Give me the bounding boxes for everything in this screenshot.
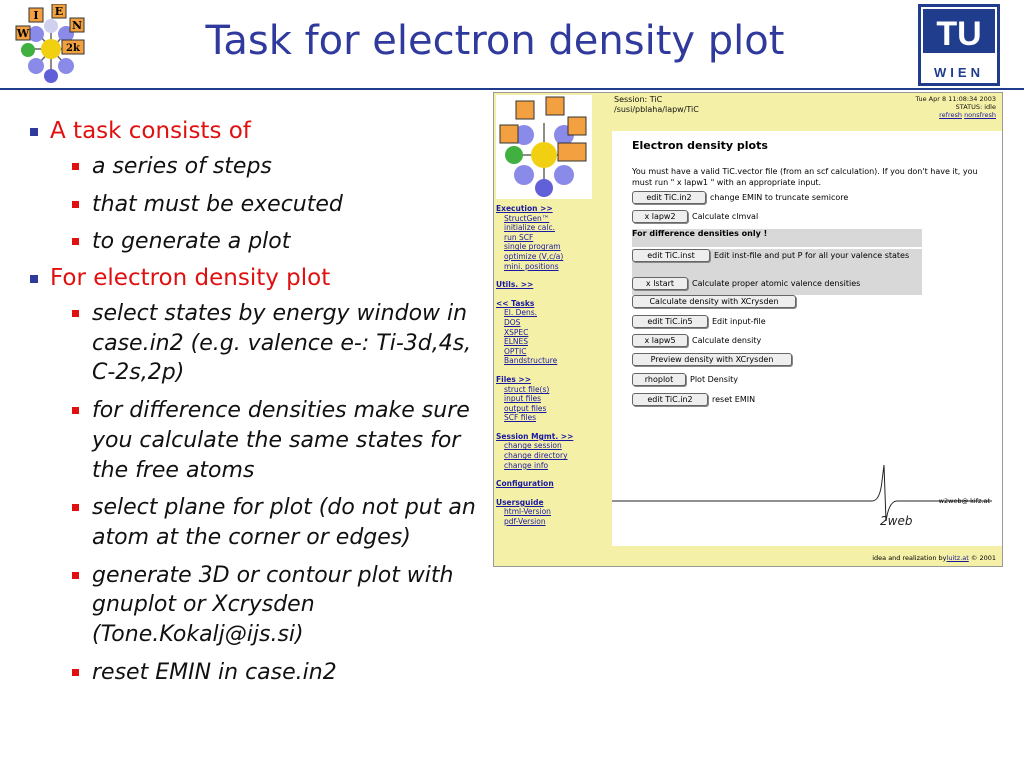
task-step-button[interactable]: Preview density with XCrysden — [632, 353, 792, 366]
sidebar-header[interactable]: Configuration — [496, 479, 554, 489]
task-step-label: Edit input-file — [712, 317, 766, 326]
task-step-row — [632, 315, 922, 333]
sidebar-link[interactable]: input files — [504, 394, 542, 404]
logo-letter-i: I — [33, 9, 39, 22]
sidebar-header[interactable]: Usersguide — [496, 497, 544, 507]
bullet-list — [30, 118, 490, 695]
session-path: /susi/pblaha/lapw/TiC — [614, 105, 699, 114]
status-box — [916, 95, 996, 119]
task-step-label: Calculate density — [692, 336, 762, 345]
w2web-logo — [496, 95, 592, 199]
sub-bullet-item: select states by energy window in case.in2 (e.g. valence e-: Ti-3d,4s, C-2s,2p) — [92, 299, 490, 388]
sidebar-link[interactable]: mini. positions — [504, 261, 559, 271]
nonsfresh-link[interactable]: nonsfresh — [964, 111, 996, 119]
sidebar-link[interactable]: single program — [504, 242, 561, 252]
w2web-sidebar — [496, 201, 592, 527]
sidebar-header[interactable]: << Tasks — [496, 298, 535, 308]
sub-bullet-item: generate 3D or contour plot with gnuplot or Xcrysden (Tone.Kokalj@ijs.si) — [92, 561, 490, 650]
task-step-button[interactable]: x lapw5 — [632, 334, 688, 347]
sub-bullet-item: for difference densities make sure you calculate the same states for the free atoms — [92, 396, 490, 485]
task-step-row — [632, 295, 922, 313]
session-info — [614, 95, 699, 115]
sidebar-link[interactable]: OPTIC — [504, 346, 527, 356]
intro-text: You must have a valid TiC.vector file (from an scf calculation). If you don't have it, you must run " x lapw1 " with an appropriate input. — [632, 167, 978, 187]
sidebar-header[interactable]: Utils. >> — [496, 280, 534, 290]
wien2k-logo — [14, 4, 88, 84]
task-step-button[interactable]: edit TiC.in5 — [632, 315, 708, 328]
sidebar-link[interactable]: initialize calc. — [504, 223, 555, 233]
bullet-item: For electron density plot — [30, 265, 490, 291]
task-step-label: Calculate clmval — [692, 212, 759, 221]
sidebar-link[interactable]: El. Dens. — [504, 308, 538, 318]
sidebar-link[interactable]: output files — [504, 403, 547, 413]
task-step-button[interactable]: edit TiC.inst — [632, 249, 710, 262]
task-step-label: Calculate proper atomic valence densities — [692, 279, 861, 288]
sub-bullet-item: to generate a plot — [92, 227, 490, 257]
sidebar-link[interactable]: html-Version — [504, 507, 551, 517]
sidebar-link[interactable]: struct file(s) — [504, 384, 550, 394]
sidebar-link[interactable]: Bandstructure — [504, 356, 558, 366]
slide-title: Task for electron density plot — [205, 18, 785, 64]
task-step-button[interactable]: x lstart — [632, 277, 688, 290]
tu-letters: TU — [936, 15, 982, 53]
status-state: STATUS: idle — [955, 103, 996, 111]
sidebar-link[interactable]: XSPEC — [504, 327, 529, 337]
task-step-label: Plot Density — [690, 375, 739, 384]
w2web-screenshot — [493, 92, 1003, 567]
logo-label-2k: 2k — [66, 43, 80, 54]
sidebar-link[interactable]: run SCF — [504, 232, 534, 242]
sub-bullet-item: reset EMIN in case.in2 — [92, 658, 490, 688]
w2web-brand: 2web — [880, 514, 913, 528]
sidebar-header[interactable]: Session Mgmt. >> — [496, 431, 574, 441]
sidebar-link[interactable]: ELNES — [504, 337, 529, 347]
session-label: Session: TiC — [614, 95, 663, 104]
sidebar-link[interactable]: StructGen™ — [504, 213, 550, 223]
bullet-item: A task consists of — [30, 118, 490, 144]
sub-bullet-item: select plane for plot (do not put an atom at the corner or edges) — [92, 493, 490, 552]
task-step-row — [632, 229, 922, 247]
sidebar-link[interactable]: SCF files — [504, 413, 537, 423]
sidebar-link[interactable]: DOS — [504, 317, 521, 327]
panel-heading: Electron density plots — [632, 139, 768, 152]
task-step-button[interactable]: edit TiC.in2 — [632, 191, 706, 204]
task-step-row — [632, 210, 922, 228]
task-step-row — [632, 249, 922, 277]
sidebar-link[interactable]: optimize (V,c/a) — [504, 251, 564, 261]
tu-wien-logo — [918, 4, 1000, 86]
task-step-label: change EMIN to truncate semicore — [710, 193, 849, 202]
status-time: Tue Apr 8 11:08:34 2003 — [915, 95, 996, 103]
w2web-email: w2web@ kifz.at — [938, 497, 990, 505]
logo-letter-e: E — [54, 5, 64, 18]
task-step-button[interactable]: rhoplot — [632, 373, 686, 386]
sidebar-link[interactable]: change directory — [504, 451, 568, 461]
task-step-button[interactable]: edit TiC.in2 — [632, 393, 708, 406]
task-step-row — [632, 393, 922, 411]
task-step-row — [632, 353, 922, 371]
footer — [872, 554, 996, 562]
sidebar-link[interactable]: pdf-Version — [504, 517, 546, 527]
task-step-label: reset EMIN — [712, 395, 756, 404]
sidebar-header[interactable]: Execution >> — [496, 204, 553, 213]
task-step-label: Edit inst-file and put P for all your valence states — [714, 251, 910, 260]
header-rule — [0, 88, 1024, 90]
task-step-row — [632, 277, 922, 295]
footer-link[interactable]: luitz.at — [946, 554, 969, 562]
logo-letter-n: N — [71, 19, 83, 32]
wien-letters: WIEN — [934, 65, 984, 80]
task-step-button[interactable]: Calculate density with XCrysden — [632, 295, 796, 308]
sub-bullet-item: a series of steps — [92, 152, 490, 182]
footer-text: idea and realization by — [872, 554, 947, 562]
task-step-row — [632, 334, 922, 352]
task-step-row — [632, 191, 922, 209]
refresh-link[interactable]: refresh — [939, 111, 962, 119]
sidebar-link[interactable]: change session — [504, 441, 562, 451]
sub-bullet-item: that must be executed — [92, 190, 490, 220]
task-step-label: For difference densities only ! — [632, 229, 768, 238]
sidebar-link[interactable]: change info — [504, 460, 549, 470]
task-step-button[interactable]: x lapw2 — [632, 210, 688, 223]
footer-year: © 2001 — [970, 554, 996, 562]
sidebar-header[interactable]: Files >> — [496, 374, 531, 384]
task-step-row — [632, 373, 922, 391]
w2web-main-panel — [612, 131, 1002, 546]
logo-letter-w: W — [16, 27, 30, 40]
